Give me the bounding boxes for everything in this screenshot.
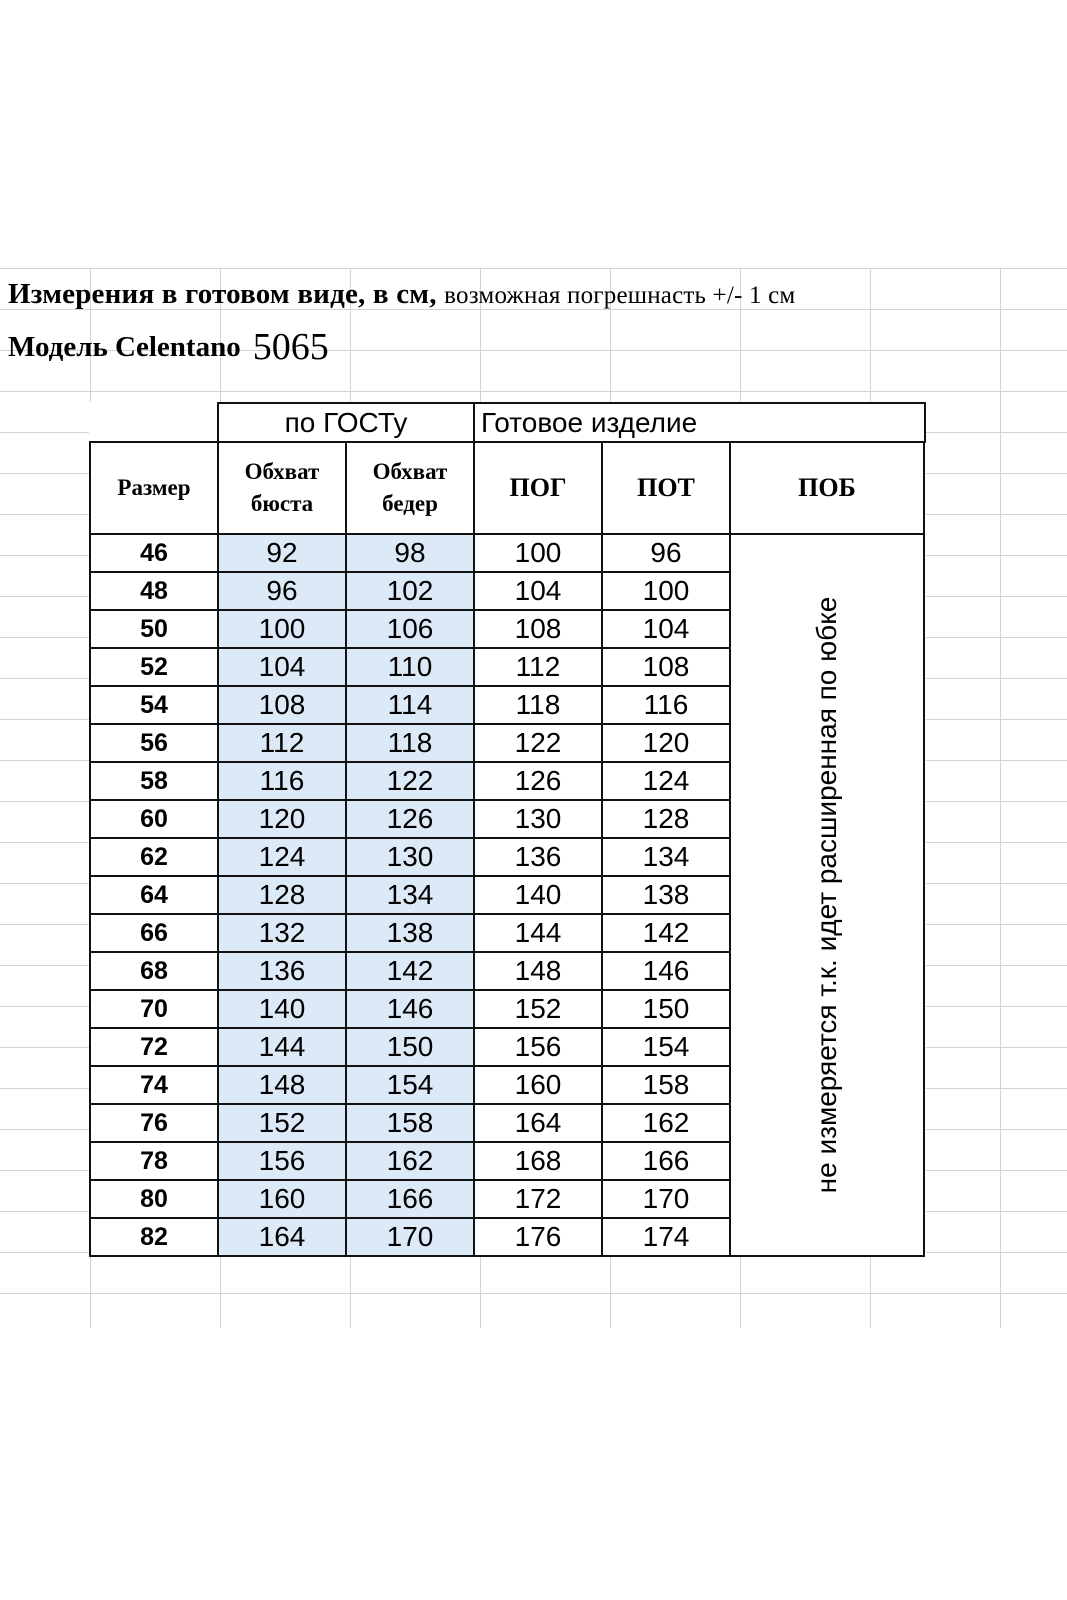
col-header-size: Размер (90, 442, 218, 534)
bust-cell: 108 (218, 686, 346, 724)
title-main: Измерения в готовом виде, в см, (8, 278, 437, 310)
group-header-finished: Готовое изделие (474, 403, 924, 442)
pog-cell: 164 (474, 1104, 602, 1142)
hips-cell: 134 (346, 876, 474, 914)
bust-cell: 112 (218, 724, 346, 762)
pot-cell: 128 (602, 800, 730, 838)
pog-cell: 112 (474, 648, 602, 686)
pot-cell: 174 (602, 1218, 730, 1256)
hips-cell: 110 (346, 648, 474, 686)
group-header-row (90, 403, 925, 442)
pot-cell: 138 (602, 876, 730, 914)
col-header-pob: ПОБ (730, 442, 924, 534)
bust-cell: 116 (218, 762, 346, 800)
hips-cell: 118 (346, 724, 474, 762)
size-cell: 68 (90, 952, 218, 990)
pog-cell: 160 (474, 1066, 602, 1104)
hips-cell: 154 (346, 1066, 474, 1104)
hips-cell: 106 (346, 610, 474, 648)
pot-cell: 142 (602, 914, 730, 952)
pot-cell: 134 (602, 838, 730, 876)
bust-cell: 104 (218, 648, 346, 686)
pog-cell: 156 (474, 1028, 602, 1066)
bust-cell: 92 (218, 534, 346, 572)
bust-cell: 160 (218, 1180, 346, 1218)
hips-cell: 114 (346, 686, 474, 724)
size-cell: 52 (90, 648, 218, 686)
group-header-gost: по ГОСТу (218, 403, 474, 442)
bust-cell: 128 (218, 876, 346, 914)
bust-cell: 164 (218, 1218, 346, 1256)
model-number: 5065 (252, 326, 329, 368)
hips-cell: 166 (346, 1180, 474, 1218)
model-label: Модель Celentano (8, 331, 241, 363)
pot-cell: 158 (602, 1066, 730, 1104)
col-header-hips-line1: Обхват (372, 459, 448, 484)
size-cell: 66 (90, 914, 218, 952)
size-table (89, 402, 926, 1257)
size-cell: 48 (90, 572, 218, 610)
size-cell: 74 (90, 1066, 218, 1104)
pog-cell: 140 (474, 876, 602, 914)
hips-cell: 122 (346, 762, 474, 800)
pot-cell: 162 (602, 1104, 730, 1142)
pog-cell: 152 (474, 990, 602, 1028)
size-cell: 64 (90, 876, 218, 914)
pog-cell: 176 (474, 1218, 602, 1256)
hips-cell: 126 (346, 800, 474, 838)
hips-cell: 138 (346, 914, 474, 952)
group-header-finished-tail (924, 403, 925, 442)
pot-cell: 104 (602, 610, 730, 648)
hips-cell: 130 (346, 838, 474, 876)
pog-cell: 172 (474, 1180, 602, 1218)
pog-cell: 126 (474, 762, 602, 800)
pog-cell: 130 (474, 800, 602, 838)
pob-note-cell (730, 534, 924, 1256)
pog-cell: 108 (474, 610, 602, 648)
bust-cell: 132 (218, 914, 346, 952)
group-header-blank (90, 403, 218, 442)
column-header-row (90, 442, 925, 534)
pot-cell: 120 (602, 724, 730, 762)
pog-cell: 136 (474, 838, 602, 876)
size-cell: 70 (90, 990, 218, 1028)
table-row (90, 534, 925, 572)
pot-cell: 166 (602, 1142, 730, 1180)
pot-cell: 154 (602, 1028, 730, 1066)
col-header-bust-line2: бюста (250, 491, 314, 516)
hips-cell: 146 (346, 990, 474, 1028)
pot-cell: 146 (602, 952, 730, 990)
size-cell: 78 (90, 1142, 218, 1180)
bust-cell: 156 (218, 1142, 346, 1180)
bust-cell: 140 (218, 990, 346, 1028)
pog-cell: 104 (474, 572, 602, 610)
bust-cell: 144 (218, 1028, 346, 1066)
pot-cell: 100 (602, 572, 730, 610)
sheet-title (8, 278, 795, 311)
col-header-bust-line1: Обхват (244, 459, 320, 484)
title-note: возможная погрешнасть +/- 1 см (444, 282, 796, 309)
pot-cell: 108 (602, 648, 730, 686)
hips-cell: 98 (346, 534, 474, 572)
col-header-hips (346, 442, 474, 534)
pot-cell: 116 (602, 686, 730, 724)
pog-cell: 168 (474, 1142, 602, 1180)
bust-cell: 148 (218, 1066, 346, 1104)
size-cell: 50 (90, 610, 218, 648)
size-cell: 62 (90, 838, 218, 876)
pob-note: не измеряется т.к. идет расширенная по юбке (811, 596, 842, 1194)
size-cell: 76 (90, 1104, 218, 1142)
col-header-pog: ПОГ (474, 442, 602, 534)
pog-cell: 118 (474, 686, 602, 724)
size-cell: 46 (90, 534, 218, 572)
hips-cell: 170 (346, 1218, 474, 1256)
size-cell: 56 (90, 724, 218, 762)
size-cell: 80 (90, 1180, 218, 1218)
hips-cell: 158 (346, 1104, 474, 1142)
bust-cell: 124 (218, 838, 346, 876)
hips-cell: 150 (346, 1028, 474, 1066)
bust-cell: 96 (218, 572, 346, 610)
pot-cell: 96 (602, 534, 730, 572)
pog-cell: 100 (474, 534, 602, 572)
pog-cell: 144 (474, 914, 602, 952)
col-header-hips-line2: бедер (382, 491, 438, 516)
hips-cell: 102 (346, 572, 474, 610)
bust-cell: 136 (218, 952, 346, 990)
size-cell: 60 (90, 800, 218, 838)
bust-cell: 120 (218, 800, 346, 838)
bust-cell: 100 (218, 610, 346, 648)
size-cell: 54 (90, 686, 218, 724)
pog-cell: 122 (474, 724, 602, 762)
col-header-bust (218, 442, 346, 534)
size-cell: 72 (90, 1028, 218, 1066)
pot-cell: 124 (602, 762, 730, 800)
pog-cell: 148 (474, 952, 602, 990)
size-cell: 58 (90, 762, 218, 800)
hips-cell: 142 (346, 952, 474, 990)
model-line (8, 322, 329, 366)
bust-cell: 152 (218, 1104, 346, 1142)
col-header-pot: ПОТ (602, 442, 730, 534)
hips-cell: 162 (346, 1142, 474, 1180)
pot-cell: 150 (602, 990, 730, 1028)
size-cell: 82 (90, 1218, 218, 1256)
pot-cell: 170 (602, 1180, 730, 1218)
